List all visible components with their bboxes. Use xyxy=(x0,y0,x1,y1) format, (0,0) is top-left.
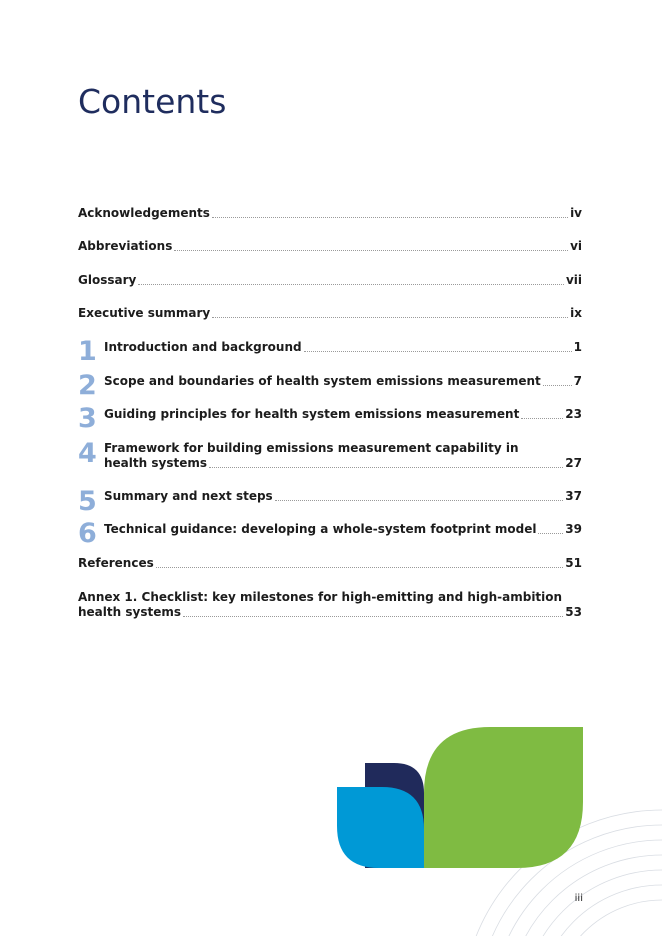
toc-entry-label-line1: Framework for building emissions measurement capability in xyxy=(104,441,519,455)
toc-entry-label: Abbreviations xyxy=(78,239,173,253)
chapter-number: 2 xyxy=(78,370,97,401)
toc-entry-page: 7 xyxy=(573,374,582,388)
page-number: iii xyxy=(574,893,583,904)
toc-entry-page: vi xyxy=(570,239,582,253)
toc-entry-page: 39 xyxy=(565,522,582,536)
green-leaf-shape xyxy=(424,727,583,868)
toc-entry-page: 51 xyxy=(565,556,582,570)
toc-entry-label-line2: health systems xyxy=(78,605,181,619)
toc-entry-label: Introduction and background xyxy=(104,340,302,354)
toc-entry-label: Glossary xyxy=(78,273,137,287)
toc-entry-label: References xyxy=(78,556,154,570)
toc-entry-page: 37 xyxy=(565,489,582,503)
toc-entry-label: Guiding principles for health system emissions measurement xyxy=(104,407,520,421)
toc-entry-label: Technical guidance: developing a whole-system footprint model xyxy=(104,522,537,536)
toc-entry-label-line1: Annex 1. Checklist: key milestones for high-emitting and high-ambition xyxy=(78,590,563,604)
toc-entry-label-line2: health systems xyxy=(104,456,207,470)
toc-entry-label: Executive summary xyxy=(78,306,211,320)
chapter-number: 6 xyxy=(78,518,97,549)
toc-entry-label: Summary and next steps xyxy=(104,489,273,503)
chapter-number: 3 xyxy=(78,403,97,434)
page-title: Contents xyxy=(78,82,227,121)
toc-entry-label: Acknowledgements xyxy=(78,206,210,220)
toc-entry-page: ix xyxy=(570,306,582,320)
toc-entry-page: 27 xyxy=(565,456,582,470)
chapter-number: 4 xyxy=(78,438,97,469)
toc-entry-page: 23 xyxy=(565,407,582,421)
chapter-number: 1 xyxy=(78,336,97,367)
toc-entry-page: iv xyxy=(570,206,582,220)
toc-entry-page: 1 xyxy=(573,340,582,354)
toc-entry-page: 53 xyxy=(565,605,582,619)
blue-leaf-shape xyxy=(337,787,424,868)
toc-entry-page: vii xyxy=(565,273,582,287)
chapter-number: 5 xyxy=(78,486,97,517)
toc-entry-label: Scope and boundaries of health system emissions measurement xyxy=(104,374,541,388)
